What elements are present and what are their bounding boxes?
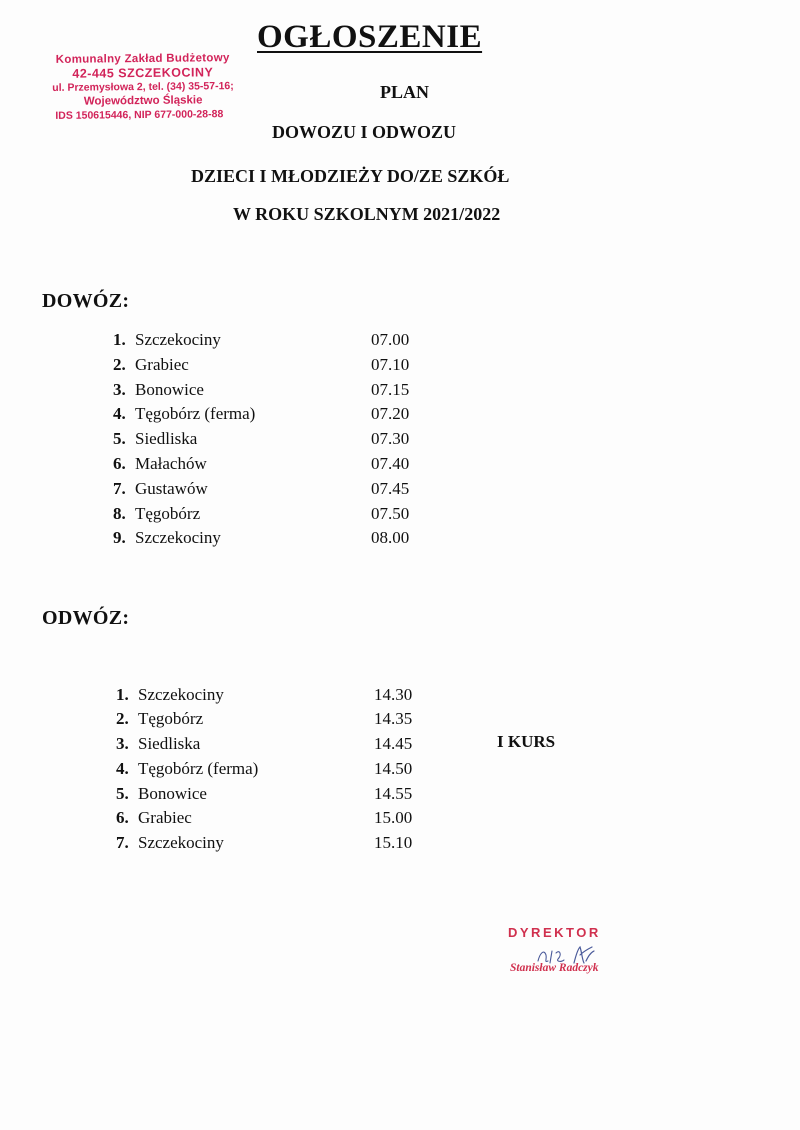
row-number: 5. (113, 429, 126, 448)
row-time: 07.20 (371, 404, 410, 423)
row-place: Tęgobórz (ferma) (138, 759, 259, 778)
stamp-line-4: Województwo Śląskie (83, 94, 203, 108)
heading-line-3: DZIECI I MŁODZIEŻY DO/ZE SZKÓŁ (191, 166, 510, 186)
row-number: 4. (116, 759, 129, 778)
section-title-odwoz: ODWÓZ: (42, 607, 130, 629)
row-number: 6. (113, 454, 126, 473)
row-place: Szczekociny (138, 833, 224, 852)
row-time: 14.45 (374, 734, 413, 753)
page-title: OGŁOSZENIE (257, 19, 483, 55)
row-place: Tęgobórz (138, 709, 204, 728)
stamp-line-2: 42-445 SZCZEKOCINY (72, 65, 214, 81)
row-place: Bonowice (138, 784, 207, 803)
section-title-dowoz: DOWÓZ: (42, 290, 130, 312)
row-place: Szczekociny (138, 685, 224, 704)
institution-stamp (34, 51, 253, 123)
stamp-line-3: ul. Przemysłowa 2, tel. (34) 35-57-16; (52, 80, 234, 94)
row-number: 5. (116, 784, 129, 803)
signature-name: Stanisław Radczyk (510, 962, 599, 974)
row-number: 1. (113, 330, 126, 349)
stamp-line-5: IDS 150615446, NIP 677-000-28-88 (55, 108, 224, 122)
row-place: Tęgobórz (ferma) (135, 404, 256, 423)
row-time: 14.30 (374, 685, 413, 704)
row-place: Tęgobórz (135, 504, 201, 523)
row-number: 2. (113, 355, 126, 374)
route-label: I KURS (497, 732, 556, 751)
row-time: 07.30 (371, 429, 410, 448)
row-time: 07.00 (371, 330, 410, 349)
row-place: Gustawów (135, 479, 208, 498)
signature-role: DYREKTOR (508, 925, 601, 940)
row-place: Małachów (135, 454, 207, 473)
row-number: 9. (113, 528, 126, 547)
row-number: 3. (116, 734, 129, 753)
row-number: 4. (113, 404, 126, 423)
stamp-line-1: Komunalny Zakład Budżetowy (55, 52, 230, 66)
heading-line-2: DOWOZU I ODWOZU (272, 122, 457, 142)
row-time: 07.50 (371, 504, 410, 523)
signature-stamp (508, 925, 648, 974)
row-time: 08.00 (371, 528, 410, 547)
row-place: Szczekociny (135, 528, 221, 547)
row-place: Grabiec (138, 808, 192, 827)
row-number: 8. (113, 504, 126, 523)
row-time: 14.50 (374, 759, 413, 778)
row-place: Bonowice (135, 380, 204, 399)
row-time: 15.00 (374, 808, 413, 827)
row-number: 7. (116, 833, 129, 852)
row-time: 07.15 (371, 380, 410, 399)
row-time: 14.55 (374, 784, 413, 803)
row-place: Siedliska (135, 429, 198, 448)
row-time: 07.40 (371, 454, 410, 473)
row-time: 07.10 (371, 355, 410, 374)
row-place: Siedliska (138, 734, 201, 753)
row-number: 2. (116, 709, 129, 728)
row-place: Grabiec (135, 355, 189, 374)
heading-line-4: W ROKU SZKOLNYM 2021/2022 (233, 204, 501, 224)
heading-plan: PLAN (380, 82, 429, 102)
row-number: 7. (113, 479, 126, 498)
row-time: 15.10 (374, 833, 413, 852)
row-time: 07.45 (371, 479, 410, 498)
row-number: 3. (113, 380, 126, 399)
row-number: 1. (116, 685, 129, 704)
row-number: 6. (116, 808, 129, 827)
row-place: Szczekociny (135, 330, 221, 349)
row-time: 14.35 (374, 709, 413, 728)
